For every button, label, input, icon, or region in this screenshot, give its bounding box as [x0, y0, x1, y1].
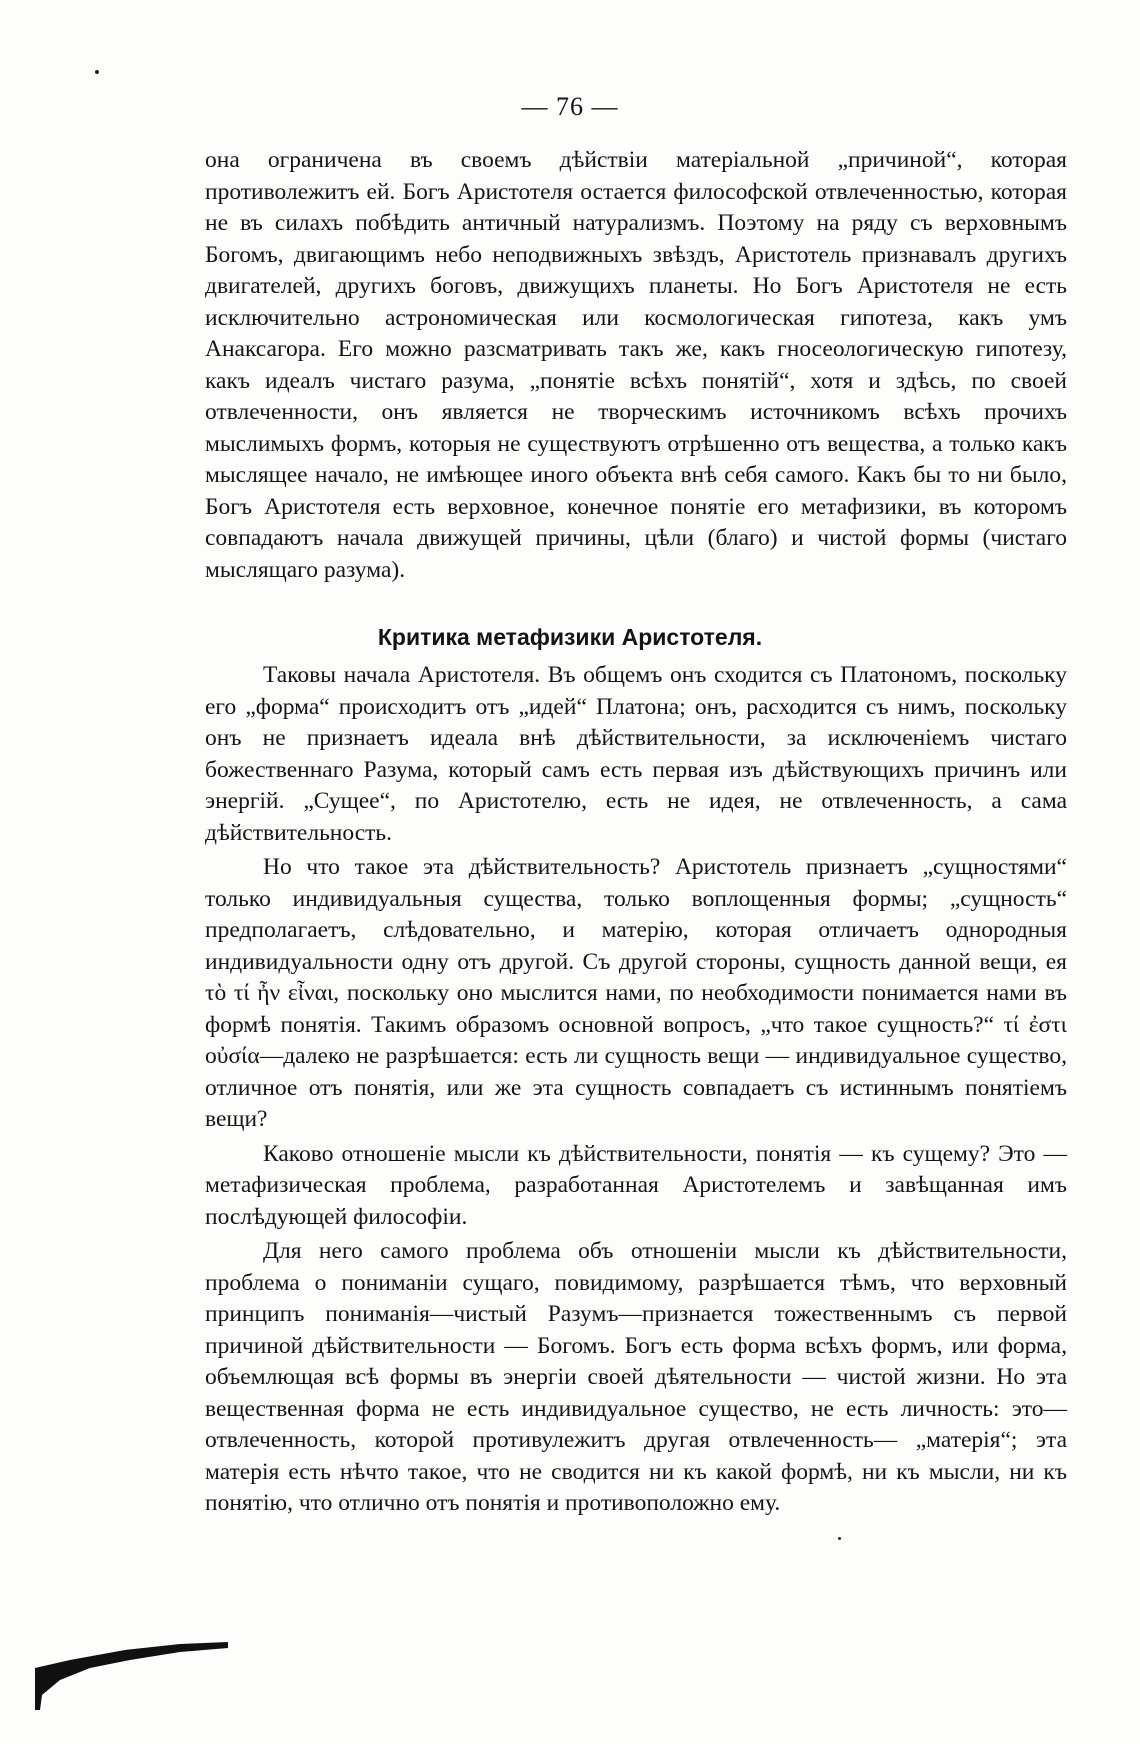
scan-smudge [30, 1640, 230, 1720]
section-heading: Критика метафизики Аристотеля. [377, 624, 763, 650]
paragraph: Каково отношеніе мысли къ дѣйствительности, понятія — къ сущему? Это — метафизическая проблема, разработанная Аристотелемъ и завѣщанная имъ послѣдующей философіи. [205, 1140, 1067, 1230]
paragraph: Но что такое эта дѣйствительность? Аристотель признаетъ „сущностями“ только индивидуальныя существа, только воплощенныя формы; „сущность“ предполагаетъ, слѣдовательно, и матерію, которая отличаетъ однородныя индивидуальности одну отъ другой. Съ другой стороны, сущность данной вещи, ея τὸ τί ἦν εἶναι, поскольку оно мыслится нами, по необходимости понимается нами въ формѣ понятія. Такимъ образомъ основной вопросъ, „что такое сущность?“ τί ἐστι οὐσία—далеко не разрѣшается: есть ли сущность вещи — индивидуальное существо, отличное отъ понятія, или же эта сущность совпадаетъ съ истиннымъ понятіемъ вещи? [205, 854, 1067, 1132]
paragraph: она ограничена въ своемъ дѣйствіи матеріальной „причиной“, которая противолежитъ ей. Богъ Аристотеля остается философской отвлеченностью, которая не въ силахъ побѣдить античный натурализмъ. Поэтому на ряду съ верховнымъ Богомъ, двигающимъ небо неподвижныхъ звѣздъ, Аристотель признавалъ другихъ двигателей, другихъ боговъ, движущихъ планеты. Но Богъ Аристотеля не есть исключительно астрономическая или космологическая гипотеза, какъ умъ Анаксагора. Его можно разсматривать такъ же, какъ гносеологическую гипотезу, какъ идеалъ чистаго разума, „понятіе всѣхъ понятій“, хотя и здѣсь, по своей отвлеченности, онъ является не творческимъ источникомъ всѣхъ прочихъ мыслимыхъ формъ, которыя не существуютъ отрѣшенно отъ вещества, а только какъ мыслящее начало, не имѣющее иного объекта внѣ себя самого. Какъ бы то ни было, Богъ Аристотеля есть верховное, конечное понятіе его метафизики, въ которомъ совпадаютъ начала движущей причины, цѣли (благо) и чистой формы (чистаго мыслящаго разума). [205, 147, 1067, 583]
continuation-text [205, 145, 1067, 586]
paragraph: Таковы начала Аристотеля. Въ общемъ онъ сходится съ Платономъ, поскольку его „форма“ происходитъ отъ „идей“ Платона; онъ, расходится съ нимъ, поскольку онъ не признаетъ идеала внѣ дѣйствительности, за исключеніемъ чистаго божественнаго Разума, который самъ есть первая изъ дѣйствующихъ причинъ или энергій. „Сущее“, по Аристотелю, есть не идея, не отвлеченность, а сама дѣйствительность. [205, 662, 1067, 846]
scan-speck [95, 70, 99, 74]
paragraph: Для него самого проблема объ отношеніи мысли къ дѣйствительности, проблема о пониманіи сущаго, повидимому, разрѣшается тѣмъ, что верховный принципъ пониманія—чистый Разумъ—признается тожественнымъ съ первой причиной дѣйствительности — Богомъ. Богъ есть форма всѣхъ формъ, или форма, объемлющая всѣ формы въ энергіи своей дѣятельности — чистой жизни. Но эта вещественная форма не есть индивидуальное существо, не есть личность: это— отвлеченность, которой противулежитъ другая отвлеченность— „матерія“; эта матерія есть нѣчто такое, что не сводится ни къ какой формѣ, ни къ мысли, ни къ понятію, что отлично отъ понятія и противоположно ему. [205, 1238, 1067, 1516]
page-number: — 76 — [521, 92, 619, 121]
scan-speck [838, 1537, 841, 1540]
section-body [205, 660, 1067, 1520]
